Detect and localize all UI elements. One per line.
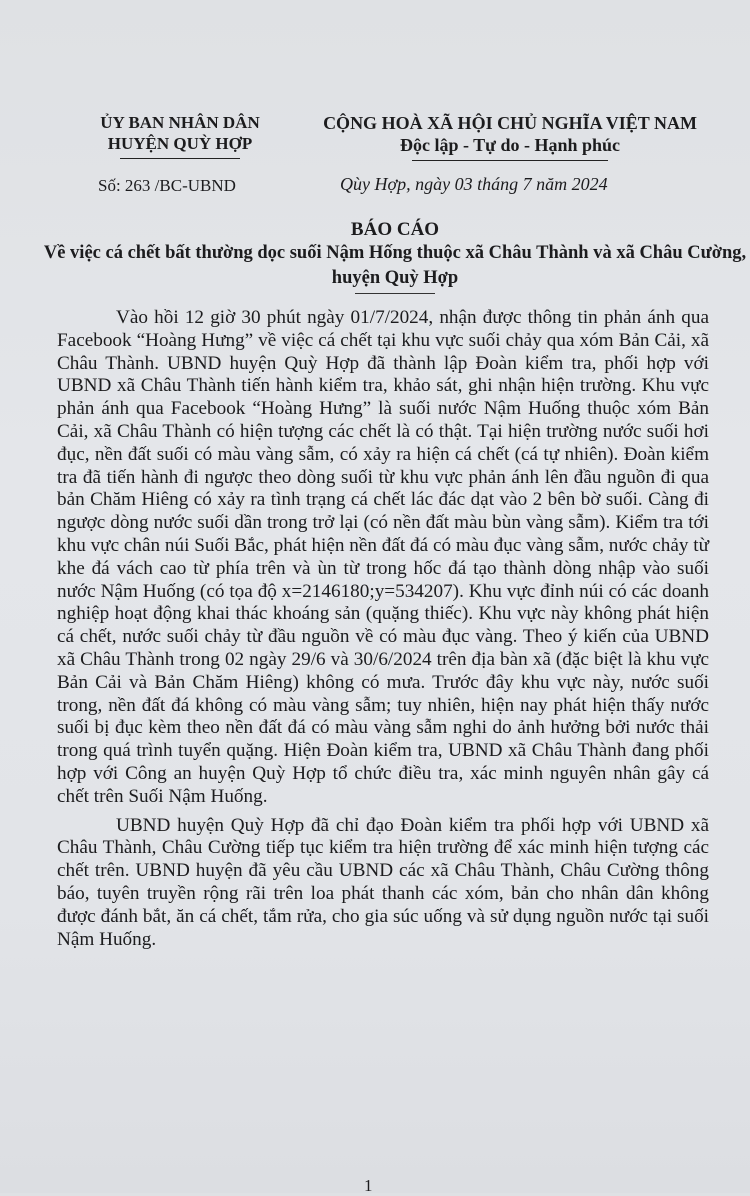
issuing-agency	[82, 112, 278, 159]
place-date: Qùy Hợp, ngày 03 tháng 7 năm 2024	[340, 174, 608, 194]
page-number: 1	[364, 1176, 373, 1195]
motto-underline	[412, 160, 608, 161]
subtitle-text: Về việc cá chết bất thường dọc suối Nậm Hống thuộc xã Châu Thành và xã Châu Cường, huyện Quỳ Hợp	[43, 243, 747, 288]
paragraph: Vào hồi 12 giờ 30 phút ngày 01/7/2024, nhận được thông tin phản ánh qua Facebook “Hoàng Hưng” về việc cá chết tại khu vực suối chảy qua xóm Bản Cải, xã Châu Thành. UBND huyện Quỳ Hợp đã thành lập Đoàn kiểm tra, phối hợp với UBND xã Châu Thành tiến hành kiểm tra, khảo sát, ghi nhận hiện trường. Khu vực phản ánh qua Facebook “Hoàng Hưng” là suối nước Nậm Huống thuộc xóm Bản Cải, xã Châu Thành có hiện tượng các chết là có thật. Tại hiện trường nước suối hơi đục, nền đất suối có màu vàng sẫm, có xảy ra hiện cá chết (cá tự nhiên). Đoàn kiểm tra đã tiến hành đi ngược theo dòng suối từ khu vực phản ánh lên đầu nguồn đi qua bản Chăm Hiêng có xảy ra tình trạng cá chết lác đác dạt vào 2 bên bờ suối. Càng đi ngược dòng nước suối dần trong trở lại (có nền đất màu bùn vàng sẫm). Kiểm tra tới khu vực chân núi Suối Bắc, phát hiện nền đất đá có màu đục vàng sẫm, nước chảy từ khe đá vách cao từ phía trên và ùn từ trong hốc đá tạo thành dòng nhập vào suối nước Nậm Huống (có tọa độ x=2146180;y=534207). Khu vực đỉnh núi có các doanh nghiệp hoạt động khai thác khoáng sản (quặng thiếc). Khu vực này không phát hiện cá chết, nước suối chảy từ đầu nguồn về có màu đục vàng. Theo ý kiến của UBND xã Châu Thành trong 02 ngày 29/6 và 30/6/2024 trên địa bàn xã (đặc biệt là khu vực Bản Cải và Bản Chăm Hiêng) không có mưa. Trước đây khu vực này, nước suối trong, nền đất đá không có màu vàng sẫm; tuy nhiên, hiện nay phát hiện thấy nước suối bị đục kèm theo nền đất đá có màu vàng sẫm nghi do ảnh hưởng bởi nước thải trong quá trình tuyển quặng. Hiện Đoàn kiểm tra, UBND xã Châu Thành đang phối hợp với Công an huyện Quỳ Hợp tổ chức điều tra, xác minh nguyên nhân gây cá chết trên Suối Nậm Huống.	[57, 307, 709, 807]
paragraph: UBND huyện Quỳ Hợp đã chỉ đạo Đoàn kiểm tra phối hợp với UBND xã Châu Thành, Châu Cường tiếp tục kiểm tra hiện trường để xác minh hiện tượng các chết trên. UBND huyện đã yêu cầu UBND các xã Châu Thành, Châu Cường thông báo, tuyên truyền rộng rãi trên loa phát thanh các xóm, bản cho nhân dân không được đánh bắt, ăn cá chết, tắm rửa, cho gia súc uống và sử dụng nguồn nước tại suối Nậm Huống.	[57, 814, 709, 950]
document-subtitle	[40, 241, 750, 294]
document-number: Số: 263 /BC-UBND	[98, 176, 236, 195]
national-motto	[300, 112, 720, 161]
agency-line-1: ỦY BAN NHÂN DÂN	[100, 113, 260, 132]
document-title: BÁO CÁO	[350, 219, 440, 240]
agency-line-2: HUYỆN QUỲ HỢP	[107, 134, 253, 153]
subtitle-underline	[355, 293, 435, 294]
country-name: CỘNG HOÀ XÃ HỘI CHỦ NGHĨA VIỆT NAM	[323, 113, 697, 133]
motto: Độc lập - Tự do - Hạnh phúc	[399, 135, 621, 155]
report-body	[57, 307, 709, 957]
agency-underline	[120, 158, 240, 159]
